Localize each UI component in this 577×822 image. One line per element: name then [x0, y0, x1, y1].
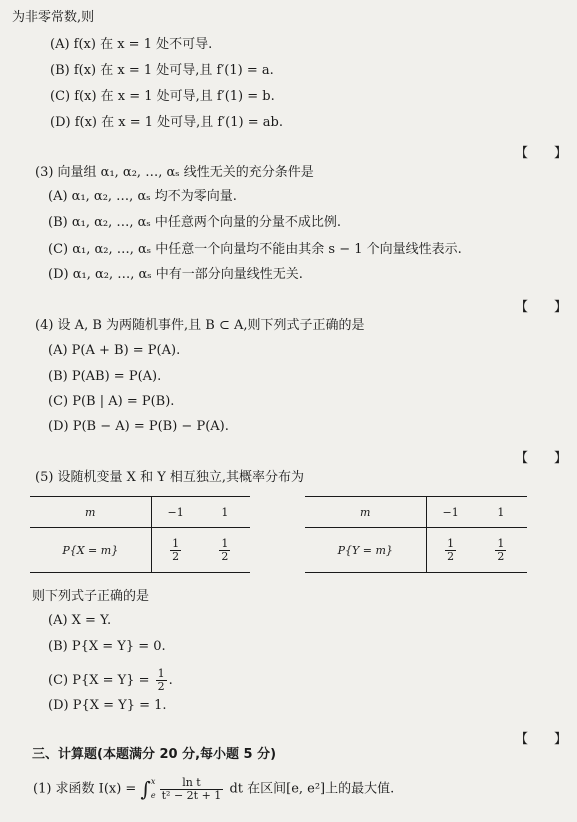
table-y-prob-2: $\frac{1}{2}$ [475, 528, 527, 573]
q4-option-d: (D) P(B − A) = P(B) − P(A). [48, 419, 229, 434]
q5-stem: (5) 设随机变量 X 和 Y 相互独立,其概率分布为 [35, 470, 305, 485]
distribution-table-y [305, 496, 527, 573]
q2-option-d: (D) f(x) 在 x = 1 处可导,且 f′(1) = ab. [50, 115, 283, 130]
q3-option-c: (C) α₁, α₂, …, αₛ 中任意一个向量均不能由其余 s − 1 个向量线性表示. [48, 242, 462, 257]
table-y-val-1: −1 [426, 497, 475, 528]
q5-option-a: (A) X = Y. [48, 613, 112, 628]
q2-intro: 为非零常数,则 [12, 10, 95, 25]
q5-follow: 则下列式子正确的是 [32, 589, 150, 604]
q5-option-c: (C) P{X = Y} = $\frac{1}{2}$ . [48, 667, 173, 693]
table-x-prob-1: $\frac{1}{2}$ [151, 528, 200, 573]
q5-option-b: (B) P{X = Y} = 0. [48, 639, 166, 654]
answer-bracket-q4: 【 】 [515, 451, 568, 466]
calc-question-1: (1) 求函数 I(x) = ∫ x e $\frac{\text{ln t}}{\text{t² − 2t + 1}}$ dt 在区间[e, e²]上的最大值. [33, 775, 395, 802]
q2-option-c: (C) f(x) 在 x = 1 处可导,且 f′(1) = b. [50, 89, 275, 104]
table-y-prob-1: $\frac{1}{2}$ [426, 528, 475, 573]
q5-option-d: (D) P{X = Y} = 1. [48, 698, 167, 713]
integrand: $\frac{\text{ln t}}{\text{t² − 2t + 1}}$ [161, 775, 222, 802]
distribution-table-x [30, 496, 250, 573]
table-y-head: m [305, 497, 426, 528]
q2-option-b: (B) f(x) 在 x = 1 处可导,且 f′(1) = a. [50, 63, 274, 78]
table-x-prob-2: $\frac{1}{2}$ [200, 528, 250, 573]
q3-option-b: (B) α₁, α₂, …, αₛ 中任意两个向量的分量不成比例. [48, 215, 342, 230]
table-x-val-1: −1 [151, 497, 200, 528]
table-y-row-label: P{Y = m} [305, 528, 426, 573]
answer-bracket-q3: 【 】 [515, 300, 568, 315]
q4-option-b: (B) P(AB) = P(A). [48, 369, 162, 384]
table-x-head: m [30, 497, 151, 528]
integral-sign: ∫ [140, 777, 151, 801]
q3-stem: (3) 向量组 α₁, α₂, …, αₛ 线性无关的充分条件是 [35, 165, 314, 180]
integral-limits: x e [150, 777, 156, 800]
q4-stem: (4) 设 A, B 为两随机事件,且 B ⊂ A,则下列式子正确的是 [35, 318, 365, 333]
q4-option-c: (C) P(B | A) = P(B). [48, 394, 175, 409]
q3-option-d: (D) α₁, α₂, …, αₛ 中有一部分向量线性无关. [48, 267, 303, 282]
q2-option-a: (A) f(x) 在 x = 1 处不可导. [50, 37, 213, 52]
section-heading: 三、计算题(本题满分 20 分,每小题 5 分) [32, 747, 277, 762]
q3-option-a: (A) α₁, α₂, …, αₛ 均不为零向量. [48, 189, 237, 204]
answer-bracket-q5: 【 】 [515, 732, 568, 747]
table-x-val-2: 1 [200, 497, 250, 528]
table-x-row-label: P{X = m} [30, 528, 151, 573]
answer-bracket-q2: 【 】 [515, 146, 568, 161]
q4-option-a: (A) P(A + B) = P(A). [48, 343, 181, 358]
table-y-val-2: 1 [475, 497, 527, 528]
